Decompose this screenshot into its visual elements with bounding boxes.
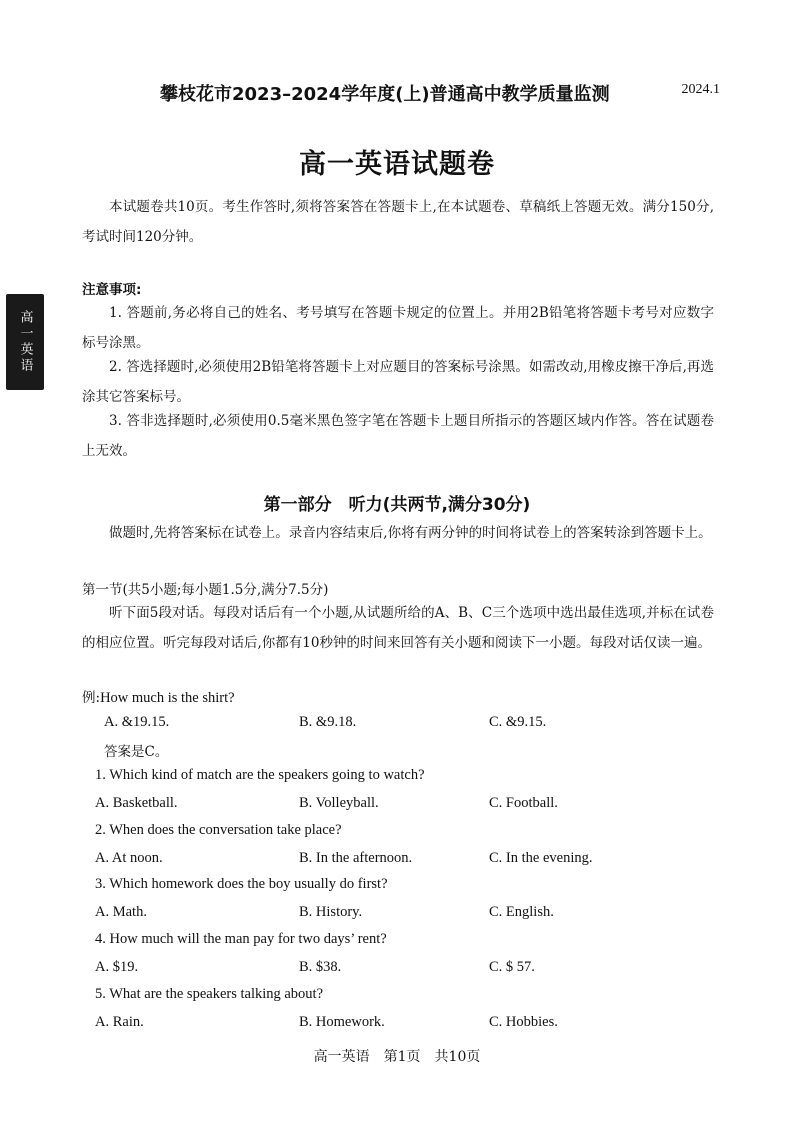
question-3-option-b: B. History.: [299, 904, 363, 920]
question-3-option-c: C. English.: [489, 904, 554, 920]
intro-paragraph: 本试题卷共10页。考生作答时,须将答案答在答题卡上,在本试题卷、草稿纸上答题无效。满分150分,考试时间120分钟。: [82, 199, 714, 245]
question-3-option-a: A. Math.: [95, 904, 147, 920]
side-tab-label: 高一英语: [17, 310, 33, 374]
question-1: 1. Which kind of match are the speakers going to watch?: [95, 767, 425, 783]
note-item-3: 3. 答非选择题时,必须使用0.5毫米黑色签字笔在答题卡上题目所指示的答题区域内作答。答在试题卷上无效。: [82, 413, 714, 459]
section1-title: 第一节(共5小题;每小题1.5分,满分7.5分): [82, 582, 329, 598]
question-5: 5. What are the speakers talking about?: [95, 986, 324, 1002]
part1-instruction: 做题时,先将答案标在试卷上。录音内容结束后,你将有两分钟的时间将试卷上的答案转涂到答题卡上。: [109, 525, 712, 541]
question-1-option-b: B. Volleyball.: [299, 795, 379, 811]
question-2: 2. When does the conversation take place?: [95, 822, 342, 838]
question-2-option-b: B. In the afternoon.: [299, 850, 413, 866]
example-question: [82, 686, 235, 707]
question-4-option-a: A. $19.: [95, 959, 139, 975]
question-5-option-a: A. Rain.: [95, 1014, 144, 1030]
question-2-option-c: C. In the evening.: [489, 850, 593, 866]
example-option-b: B. &9.18.: [299, 714, 357, 730]
question-5-option-c: C. Hobbies.: [489, 1014, 558, 1030]
side-subject-tab: [6, 294, 44, 390]
page-footer: 高一英语 第1页 共10页: [313, 1049, 481, 1065]
question-3: 3. Which homework does the boy usually do first?: [95, 876, 388, 892]
note-item-1: 1. 答题前,务必将自己的姓名、考号填写在答题卡规定的位置上。并用2B铅笔将答题卡考号对应数字标号涂黑。: [82, 305, 714, 351]
part1-title: 第一部分 听力(共两节,满分30分): [263, 495, 531, 515]
question-1-option-a: A. Basketball.: [95, 795, 178, 811]
example-answer: 答案是C。: [104, 744, 169, 760]
notes-heading: 注意事项:: [82, 282, 142, 298]
exam-header: [160, 80, 720, 106]
note-item-2: 2. 答选择题时,必须使用2B铅笔将答题卡上对应题目的答案标号涂黑。如需改动,用橡皮擦干净后,再选涂其它答案标号。: [82, 359, 714, 405]
question-1-option-c: C. Football.: [489, 795, 558, 811]
exam-header-title: 攀枝花市2023–2024学年度(上)普通高中教学质量监测: [160, 84, 610, 105]
example-option-a: A. &19.15.: [104, 714, 170, 730]
question-4-option-c: C. $ 57.: [489, 959, 535, 975]
example-question-text: How much is the shirt?: [100, 690, 235, 706]
question-5-option-b: B. Homework.: [299, 1014, 385, 1030]
exam-date: 2024.1: [681, 82, 720, 97]
question-4: 4. How much will the man pay for two days’ rent?: [95, 931, 387, 947]
example-label: 例:: [82, 690, 101, 706]
question-2-option-a: A. At noon.: [95, 850, 163, 866]
section1-instruction: 听下面5段对话。每段对话后有一个小题,从试题所给的A、B、C三个选项中选出最佳选项,并标在试卷的相应位置。听完每段对话后,你都有10秒钟的时间来回答有关小题和阅读下一小题。每段对话仅读一遍。: [82, 605, 714, 651]
question-4-option-b: B. $38.: [299, 959, 342, 975]
example-option-c: C. &9.15.: [489, 714, 547, 730]
paper-title: 高一英语试题卷: [299, 149, 495, 180]
